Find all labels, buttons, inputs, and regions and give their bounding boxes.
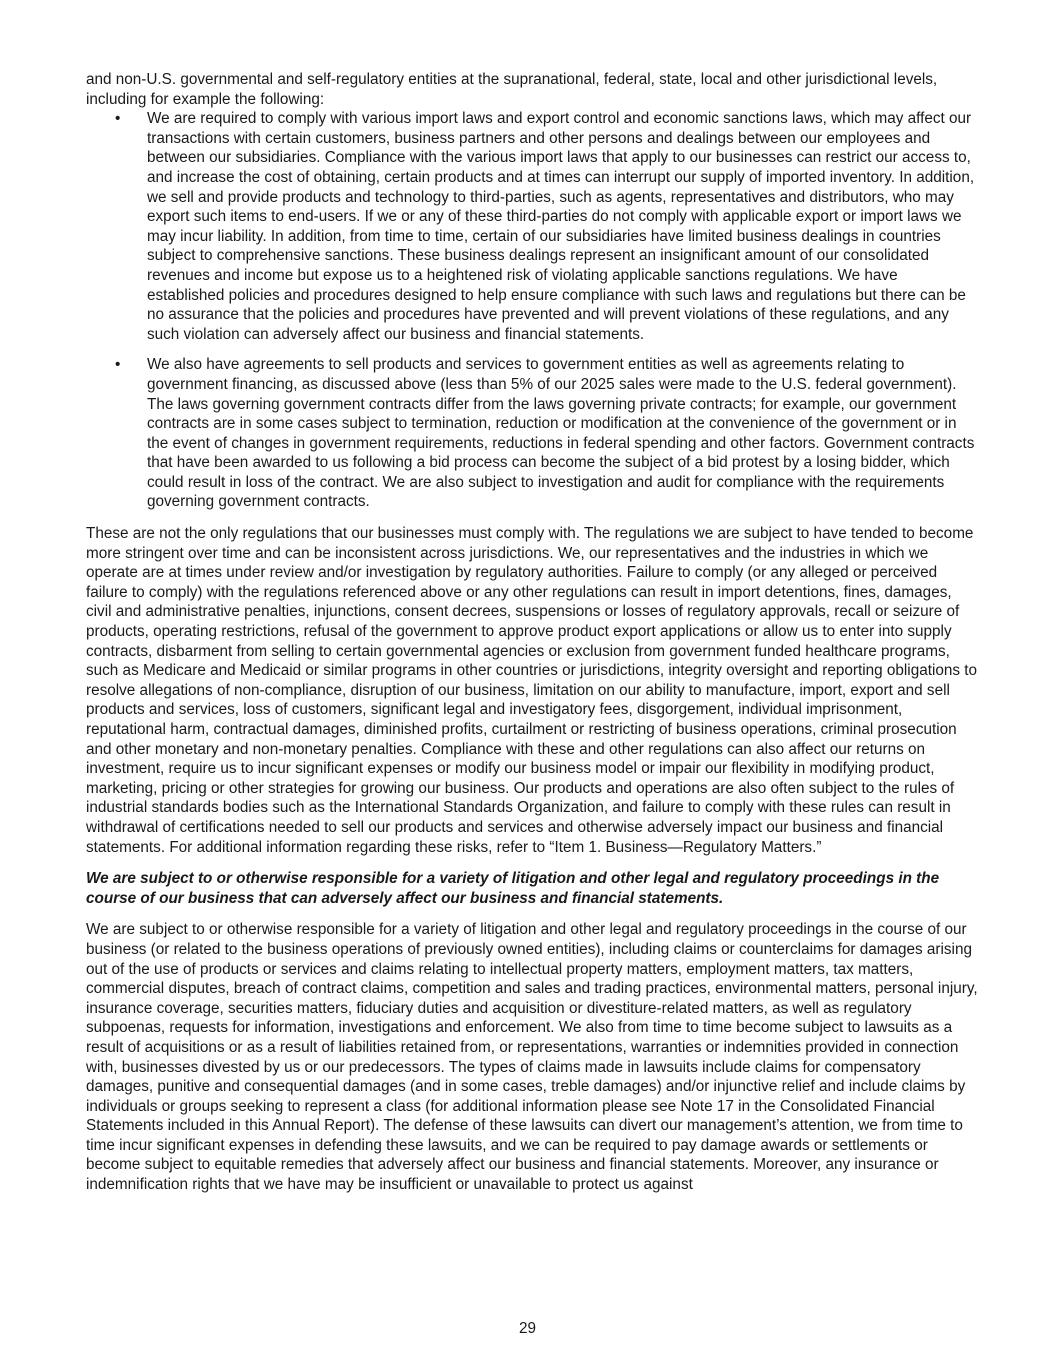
- bullet-item-sanctions: [86, 109, 978, 344]
- bullet-icon: •: [115, 110, 121, 128]
- page-number: 29: [518, 1320, 536, 1337]
- bullet-text: We also have agreements to sell products and services to government entities as well as agreements relating to government financing, as discussed above (less than 5% of our 2025 sales were made to the U.S. federal government). The laws governing government contracts differ from the laws governing private contracts; for example, our government contracts are in some cases subject to termination, reduction or modification at the convenience of the government or in the event of changes in government requirements, reductions in federal spending and other factors. Government contracts that have been awarded to us following a bid process can become the subject of a bid protest by a losing bidder, which could result in loss of the contract. We are also subject to investigation and audit for compliance with the requirements governing government contracts.: [147, 356, 975, 511]
- intro-continuation-paragraph: and non-U.S. governmental and self-regulatory entities at the supranational, federal, state, local and other jurisdictional levels, including for example the following:: [86, 71, 938, 108]
- litigation-paragraph: We are subject to or otherwise responsible for a variety of litigation and other legal and regulatory proceedings in the course of our business (or related to the business operations of previously owned entities), including claims or counterclaims for damages arising out of the use of products or services and claims relating to intellectual property matters, employment matters, tax matters, commercial disputes, breach of contract claims, competition and sales and trading practices, environmental matters, personal injury, insurance coverage, securities matters, fiduciary duties and acquisition or divestiture-related matters, as well as regulatory subpoenas, requests for information, investigations and enforcement. We also from time to time become subject to lawsuits as a result of acquisitions or as a result of liabilities retained from, or representations, warranties or indemnities provided in connection with, businesses divested by us or our predecessors. The types of claims made in lawsuits include claims for compensatory damages, punitive and consequential damages (and in some cases, treble damages) and/or injunctive relief and include claims by individuals or groups seeking to represent a class (for additional information please see Note 17 in the Consolidated Financial Statements included in this Annual Report). The defense of these lawsuits can divert our management’s attention, we from time to time incur significant expenses in defending these lawsuits, and we can be required to pay damage awards or settlements or become subject to equitable remedies that adversely affect our business and financial statements. Moreover, any insurance or indemnification rights that we have may be insufficient or unavailable to protect us against: [86, 921, 978, 1194]
- bullet-icon: •: [115, 356, 121, 374]
- document-page: [86, 70, 978, 1195]
- regulation-bullet-list: [86, 109, 978, 512]
- bullet-text: We are required to comply with various import laws and export control and economic sanctions laws, which may affect our transactions with certain customers, business partners and other persons and dealings between our employees and between our subsidiaries. Compliance with the various import laws that apply to our businesses can restrict our access to, and increase the cost of obtaining, certain products and at times can interrupt our supply of imported inventory. In addition, we sell and provide products and technology to third-parties, such as agents, representatives and distributors, who may export such items to end-users. If we or any of these third-parties do not comply with applicable export or import laws we may incur liability. In addition, from time to time, certain of our subsidiaries have limited business dealings in countries subject to comprehensive sanctions. These business dealings represent an insignificant amount of our consolidated revenues and income but expose us to a heightened risk of violating applicable sanctions regulations. We have established policies and procedures designed to help ensure compliance with such laws and regulations but there can be no assurance that the policies and procedures have prevented and will prevent violations of these regulations, and any such violation can adversely affect our business and financial statements.: [147, 110, 975, 343]
- litigation-risk-heading: We are subject to or otherwise responsible for a variety of litigation and other legal and regulatory proceedings in the course of our business that can adversely affect our business and financial statements.: [86, 870, 940, 907]
- bullet-item-government-contracts: [86, 355, 978, 512]
- regulations-paragraph: These are not the only regulations that our businesses must comply with. The regulations we are subject to have tended to become more stringent over time and can be inconsistent across jurisdictions. We, our representatives and the industries in which we operate are at times under review and/or investigation by regulatory authorities. Failure to comply (or any alleged or perceived failure to comply) with the regulations referenced above or any other regulations can result in import detentions, fines, damages, civil and administrative penalties, injunctions, consent decrees, suspensions or losses of regulatory approvals, recall or seizure of products, operating restrictions, refusal of the government to approve product export applications or allow us to enter into supply contracts, disbarment from selling to certain governmental agencies or exclusion from government funded healthcare programs, such as Medicare and Medicaid or similar programs in other countries or jurisdictions, integrity oversight and reporting obligations to resolve allegations of non-compliance, disruption of our business, limitation on our ability to manufacture, import, export and sell products and services, loss of customers, significant legal and investigatory fees, disgorgement, individual imprisonment, reputational harm, contractual damages, diminished profits, curtailment or restricting of business operations, criminal prosecution and other monetary and non-monetary penalties. Compliance with these and other regulations can also affect our returns on investment, require us to incur significant expenses or modify our business model or impair our flexibility in modifying product, marketing, pricing or other strategies for growing our business. Our products and operations are also often subject to the rules of industrial standards bodies such as the International Standards Organization, and failure to comply with these rules can result in withdrawal of certifications needed to sell our products and services and otherwise adversely impact our business and financial statements. For additional information regarding these risks, refer to “Item 1. Business—Regulatory Matters.”: [86, 525, 978, 856]
